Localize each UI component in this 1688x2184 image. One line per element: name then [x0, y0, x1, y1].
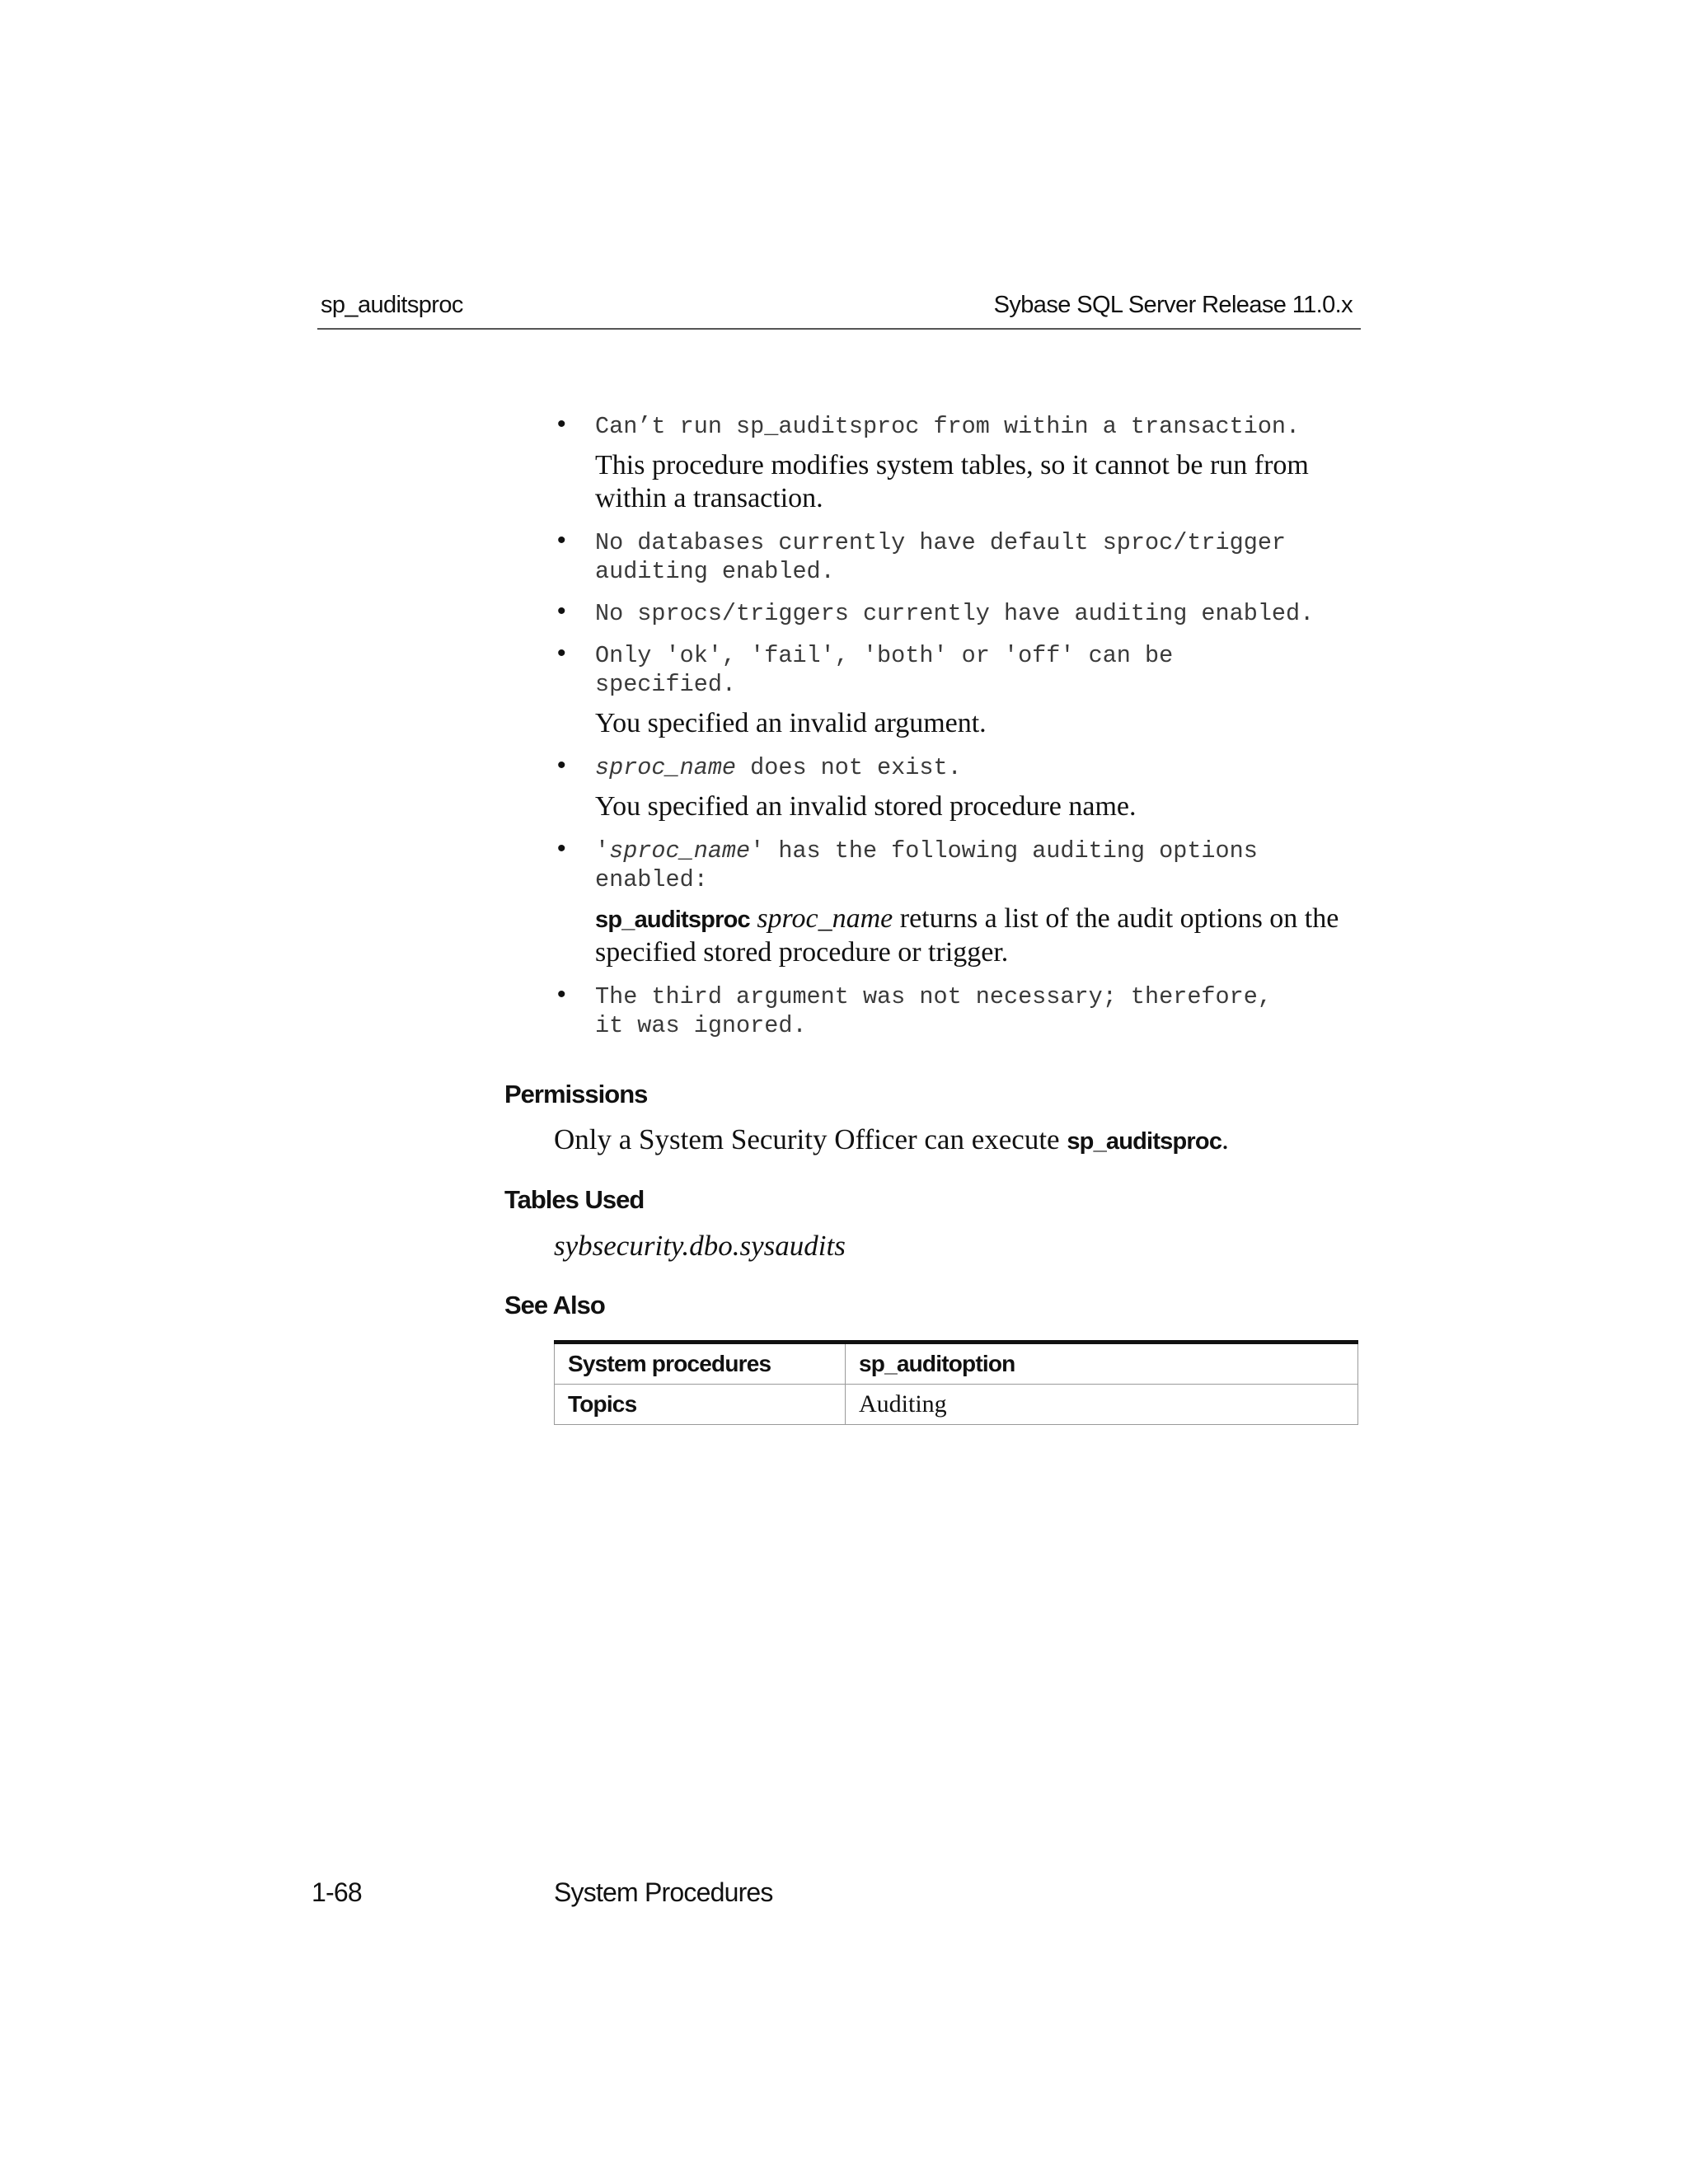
permissions-command: sp_auditsproc	[1067, 1128, 1222, 1155]
bullet-icon: •	[557, 598, 566, 625]
bullet-icon: •	[557, 640, 566, 667]
message-description: You specified an invalid stored procedure name.	[595, 791, 1137, 822]
message-text: Only 'ok', 'fail', 'both' or 'off' can be specified.	[595, 642, 1174, 698]
message-text-rest: does not exist.	[736, 754, 962, 781]
message-argument: sproc_name	[595, 754, 737, 781]
procedure-argument: sproc_name	[757, 903, 893, 934]
see-also-label: System procedures	[555, 1343, 846, 1385]
bullet-icon: •	[557, 752, 566, 779]
message-text: No sprocs/triggers currently have auditing enabled.	[595, 600, 1315, 627]
bullet-icon: •	[557, 835, 566, 862]
list-item	[552, 982, 1376, 1040]
tables-used-heading: Tables Used	[504, 1185, 645, 1214]
permissions-text	[554, 1123, 1229, 1158]
tables-used-table: sybsecurity.dbo.sysaudits	[554, 1230, 846, 1262]
see-also-value: sp_auditoption	[846, 1343, 1358, 1385]
message-argument: sproc_name	[609, 837, 751, 865]
list-item	[552, 837, 1376, 969]
header-procedure-name: sp_auditsproc	[321, 292, 463, 318]
see-also-value: Auditing	[846, 1385, 1358, 1425]
permissions-text-after: .	[1221, 1123, 1229, 1155]
see-also-heading: See Also	[504, 1291, 605, 1319]
message-text: No databases currently have default sproc/trigger auditing enabled.	[595, 529, 1287, 585]
footer-page-number: 1-68	[312, 1877, 362, 1907]
table-row	[555, 1385, 1358, 1425]
message-quote: '	[595, 837, 610, 865]
see-also-label: Topics	[555, 1385, 846, 1425]
message-description: This procedure modifies system tables, so it cannot be run from within a transaction.	[595, 450, 1309, 513]
message-description	[595, 902, 1376, 969]
table-row	[555, 1343, 1358, 1385]
bullet-icon: •	[557, 527, 566, 554]
running-header	[317, 287, 1361, 330]
message-description: You specified an invalid argument.	[595, 708, 987, 738]
bullet-icon: •	[557, 981, 566, 1008]
list-item	[552, 412, 1376, 515]
see-also-table	[554, 1340, 1358, 1425]
message-text	[595, 753, 1376, 782]
message-text-rest: ' has the following auditing options enabled:	[595, 837, 1258, 893]
list-item	[552, 753, 1376, 823]
header-product-release: Sybase SQL Server Release 11.0.x	[993, 292, 1353, 318]
list-item	[552, 599, 1376, 628]
message-text: The third argument was not necessary; therefore, it was ignored.	[595, 983, 1272, 1039]
permissions-heading: Permissions	[504, 1080, 648, 1108]
footer-title: System Procedures	[554, 1877, 773, 1907]
list-item	[552, 528, 1376, 586]
message-description-rest: returns a list of the audit options on the specified stored procedure or trigger.	[595, 903, 1339, 968]
bullet-icon: •	[557, 410, 566, 438]
message-text: Can’t run sp_auditsproc from within a transaction.	[595, 413, 1301, 440]
list-item	[552, 641, 1376, 740]
message-text	[595, 837, 1376, 894]
permissions-text-before: Only a System Security Officer can execute	[554, 1123, 1067, 1155]
message-list	[552, 412, 1376, 1053]
procedure-name: sp_auditsproc	[595, 907, 750, 933]
